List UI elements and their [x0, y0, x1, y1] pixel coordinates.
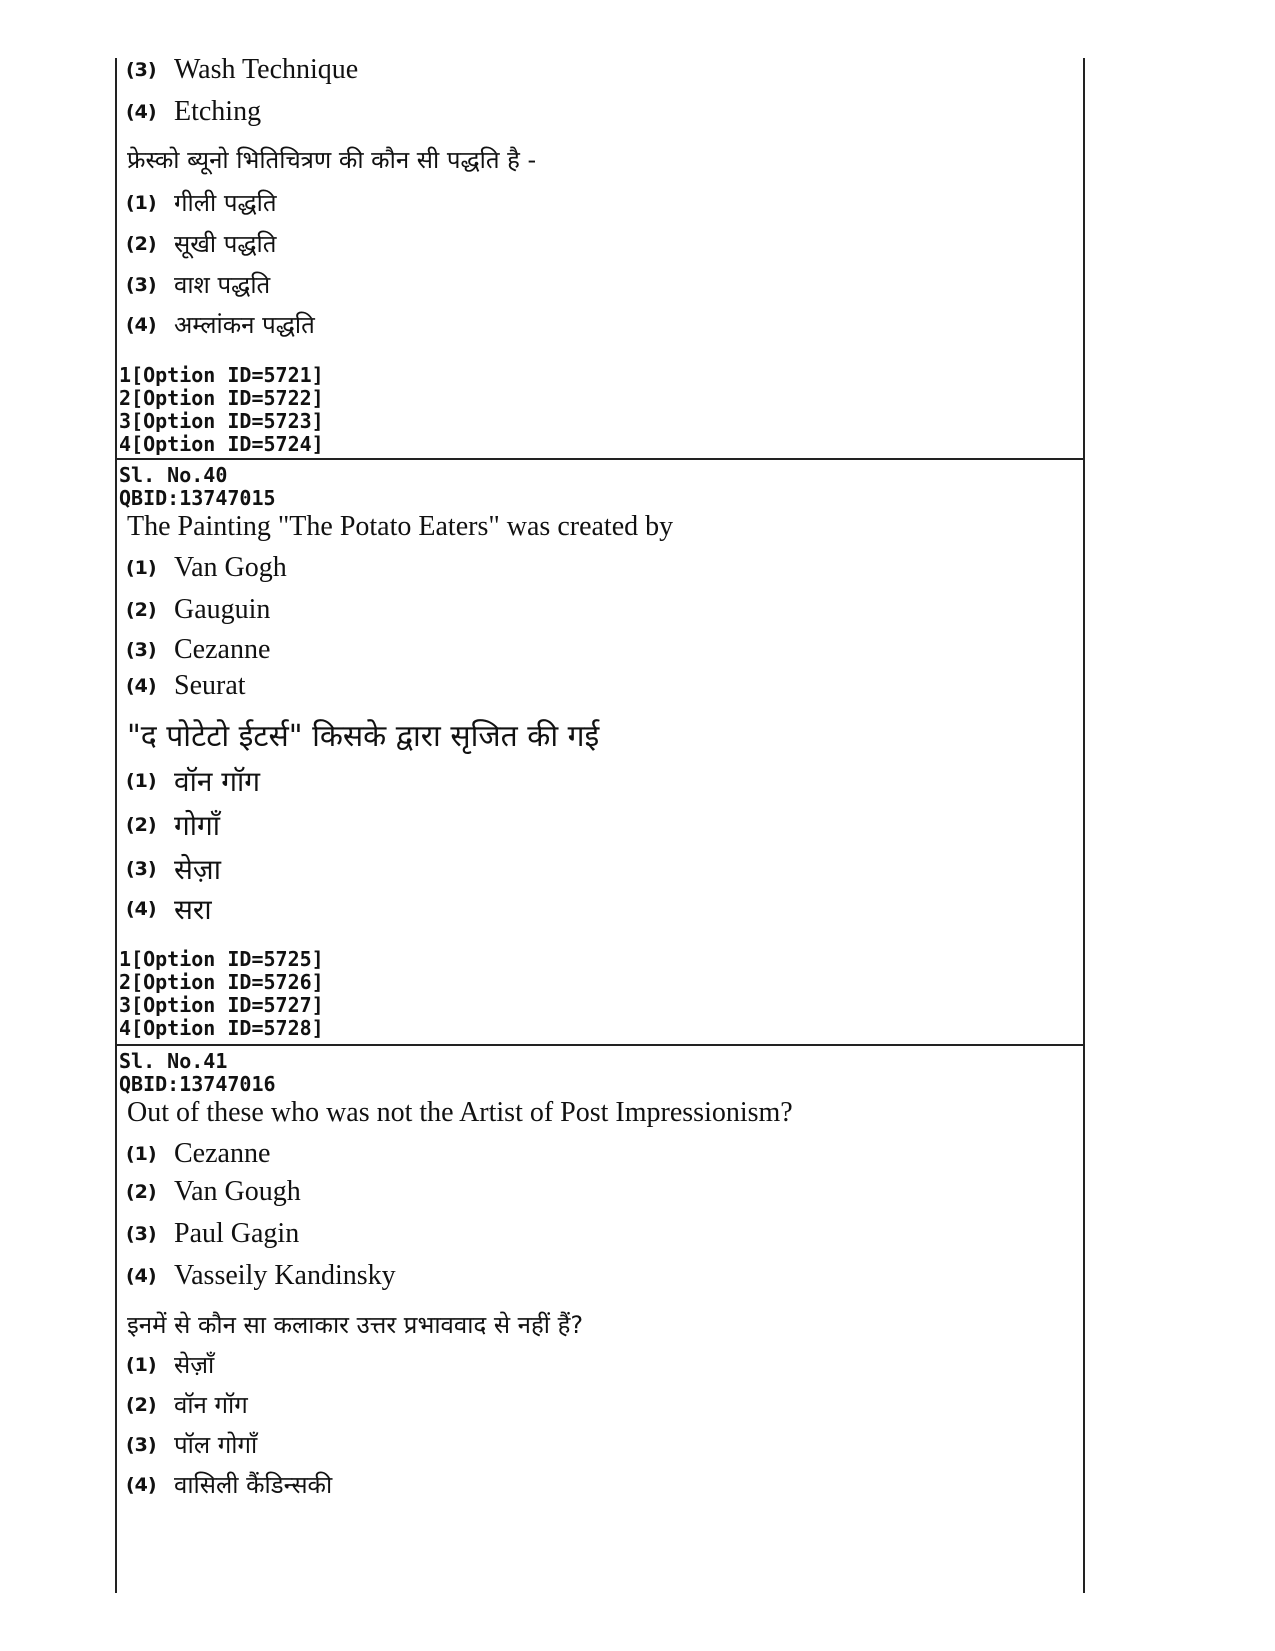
- q39-question-hindi: फ्रेस्को ब्यूनो भितिचित्रण की कौन सी पद्धति है -: [127, 146, 537, 174]
- option-text: वॉन गॉग: [174, 765, 261, 798]
- option-number: (2): [126, 599, 157, 621]
- question-paper-frame: [115, 54, 1085, 1593]
- q39-option-hi-2: [126, 227, 276, 260]
- option-id: 3[Option ID=5723]: [119, 409, 324, 433]
- option-text: अम्लांकन पद्धति: [174, 311, 315, 339]
- option-id: 4[Option ID=5728]: [119, 1016, 324, 1040]
- option-number: (4): [126, 898, 157, 920]
- q41-option-hi-2: [126, 1388, 248, 1421]
- option-text: Van Gough: [174, 1176, 301, 1207]
- q41-option-en-4: [126, 1260, 396, 1292]
- option-number: (3): [126, 639, 157, 661]
- q40-header: [119, 464, 276, 510]
- option-text: Gauguin: [174, 594, 271, 625]
- option-text: Cezanne: [174, 634, 271, 665]
- option-number: (1): [126, 770, 157, 792]
- qbid: QBID:13747015: [119, 486, 276, 510]
- q41-option-en-3: [126, 1218, 299, 1250]
- option-text: Etching: [174, 96, 262, 127]
- option-text: सरा: [174, 893, 212, 926]
- option-id: 1[Option ID=5721]: [119, 363, 324, 387]
- q40-option-en-4: [126, 670, 246, 702]
- option-id: 2[Option ID=5726]: [119, 970, 324, 994]
- option-number: (2): [126, 1181, 157, 1203]
- option-text: सेज़ा: [174, 853, 221, 886]
- option-text: Cezanne: [174, 1138, 271, 1169]
- option-number: (1): [126, 1143, 157, 1165]
- divider: [117, 1044, 1083, 1046]
- option-number: (3): [126, 1223, 157, 1245]
- option-number: (1): [126, 1353, 157, 1376]
- option-text: वासिली कैंडिन्सकी: [174, 1471, 333, 1499]
- q40-option-hi-3: [126, 850, 221, 888]
- q39-option-ids: [119, 364, 324, 456]
- option-text: वाश पद्धति: [174, 271, 271, 299]
- q41-option-hi-4: [126, 1468, 332, 1501]
- option-text: Van Gogh: [174, 552, 287, 583]
- option-number: (2): [126, 232, 157, 255]
- option-number: (4): [126, 101, 157, 123]
- option-number: (4): [126, 1473, 157, 1496]
- q40-option-hi-1: [126, 762, 260, 800]
- q41-option-en-1: [126, 1138, 270, 1170]
- q40-option-hi-4: [126, 890, 212, 928]
- q40-question-english: The Painting "The Potato Eaters" was created by: [127, 511, 674, 542]
- q40-option-hi-2: [126, 806, 220, 844]
- option-id: 2[Option ID=5722]: [119, 386, 324, 410]
- option-number: (4): [126, 675, 157, 697]
- serial-number: Sl. No.41: [119, 1049, 228, 1073]
- option-number: (1): [126, 557, 157, 579]
- divider: [117, 458, 1083, 460]
- q39-option-hi-1: [126, 186, 277, 219]
- q40-option-en-2: [126, 594, 270, 626]
- q39-option-en-4: [126, 96, 261, 128]
- option-number: (3): [126, 858, 157, 880]
- option-number: (4): [126, 313, 157, 336]
- option-text: Wash Technique: [174, 54, 359, 85]
- option-text: पॉल गोगाँ: [174, 1431, 258, 1459]
- option-text: गीली पद्धति: [174, 189, 277, 217]
- option-id: 1[Option ID=5725]: [119, 947, 324, 971]
- option-id: 4[Option ID=5724]: [119, 432, 324, 456]
- option-text: सूखी पद्धति: [174, 230, 277, 258]
- option-number: (3): [126, 1433, 157, 1456]
- option-number: (3): [126, 273, 157, 296]
- option-number: (4): [126, 1265, 157, 1287]
- option-number: (2): [126, 814, 157, 836]
- q39-option-hi-4: [126, 308, 315, 341]
- option-number: (3): [126, 59, 157, 81]
- option-text: Seurat: [174, 670, 246, 701]
- q39-option-hi-3: [126, 268, 270, 301]
- option-id: 3[Option ID=5727]: [119, 993, 324, 1017]
- q41-question-hindi: इनमें से कौन सा कलाकार उत्तर प्रभाववाद से नहीं हैं?: [127, 1311, 584, 1339]
- option-text: सेज़ाँ: [174, 1351, 215, 1379]
- option-text: वॉन गॉग: [174, 1391, 248, 1419]
- q41-option-hi-1: [126, 1348, 214, 1381]
- option-text: गोगाँ: [174, 809, 221, 842]
- option-number: (2): [126, 1393, 157, 1416]
- q41-question-english: Out of these who was not the Artist of Post Impressionism?: [127, 1097, 793, 1128]
- q41-option-hi-3: [126, 1428, 257, 1461]
- q40-option-en-1: [126, 552, 287, 584]
- qbid: QBID:13747016: [119, 1072, 276, 1096]
- q41-header: [119, 1050, 276, 1096]
- q39-option-en-3: [126, 54, 358, 86]
- option-text: Vasseily Kandinsky: [174, 1260, 396, 1291]
- option-number: (1): [126, 191, 157, 214]
- q40-option-en-3: [126, 634, 270, 666]
- q40-option-ids: [119, 948, 324, 1040]
- q41-option-en-2: [126, 1176, 301, 1208]
- serial-number: Sl. No.40: [119, 463, 228, 487]
- option-text: Paul Gagin: [174, 1218, 300, 1249]
- q40-question-hindi: "द पोटेटो ईटर्स" किसके द्वारा सृजित की गई: [127, 719, 600, 754]
